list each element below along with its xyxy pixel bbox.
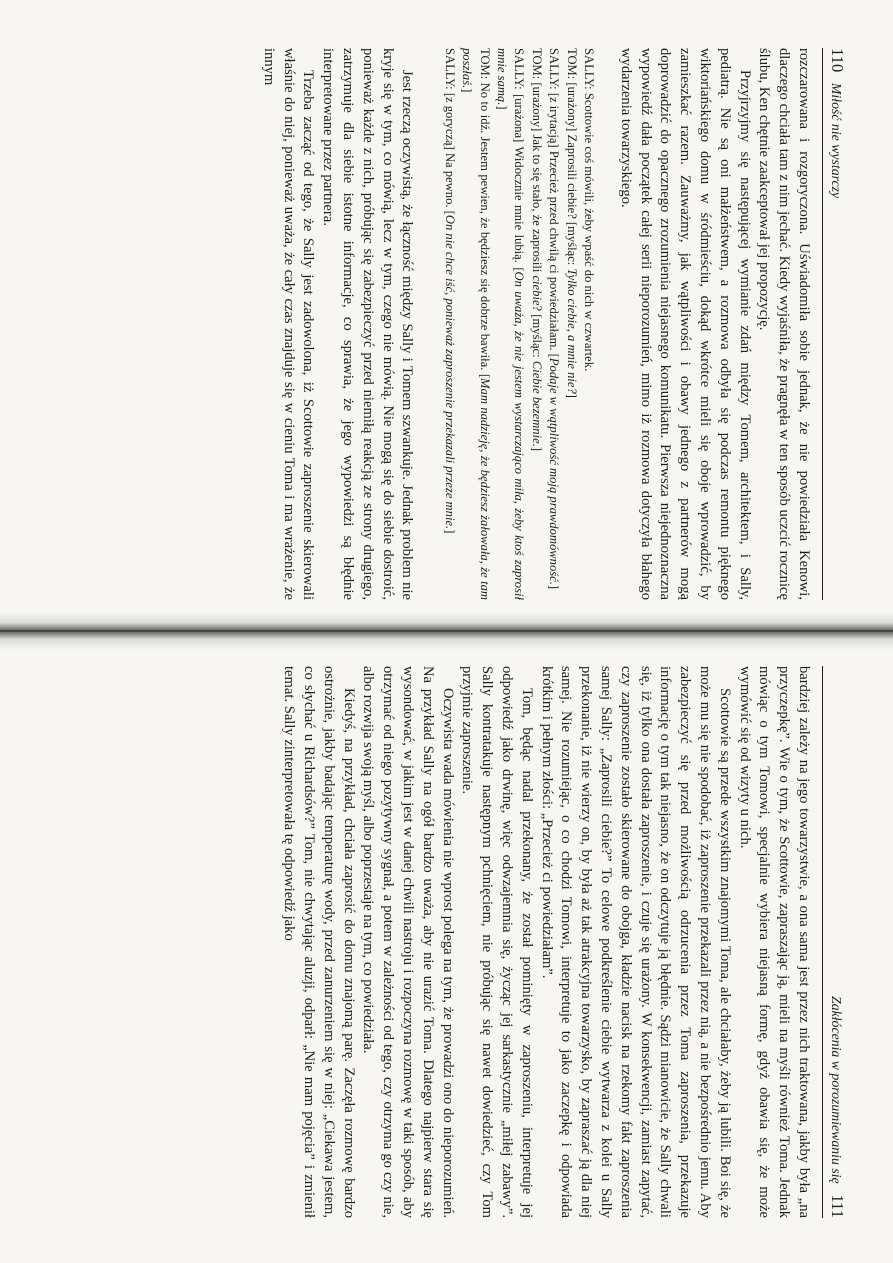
right-page-header (827, 666, 847, 1218)
dialogue-aside: Ciebie bezemnie. (529, 360, 544, 447)
dialogue-aside: On uważa, że nie jestem wystarczająco miła, żeby ktoś zaprosił mnie samą. (495, 48, 527, 600)
dialogue-bracket: ] (442, 529, 457, 534)
left-paragraph-4: Trzeba zacząć od tego, że Sally jest zadowolona, iż Scottowie zaproszenie skierowali właśnie do niej, ponieważ uważa, że cały czas znajduje się w cieniu Toma i ma wrażenie, że innym (260, 48, 317, 600)
dialogue-speaker: SALLY: (582, 48, 597, 90)
left-page-body (258, 48, 813, 600)
dialogue-line (458, 48, 493, 600)
right-paragraph-1: bardziej zależy na jego towarzystwie, a ona sama jest przez nich traktowana, jakby była „na przyczepkę”. Wie o tym, że Scottowie, zapraszając ją, mieli na myśli również Toma. Jednak mówiąc o tym Tomowi, specjalnie wybiera niejasną formę, gdyż obawia się, że może wymówić się od wizyty u nich. (736, 666, 812, 1218)
right-paragraph-2: Scottowie są przede wszystkim znajomymi Toma, ale chciałaby, żeby ją lubili. Boi się, że może mu się nie spodobać, iż zaproszenie przekazali przez nią, a nie bezpośrednio jemu. Aby zabezpieczyć się przed możliwością odrzucenia przez Toma zaproszenia, przekazuje informację o tym tak niejasno, że on odczytuje ją błędnie. Sądzi mianowicie, że Sally chwali się, iż tylko ona dostała zaproszenie, i czuje się urażony. W konsekwencji, zamiast zapytać, czy zaproszenie zostało skierowane do obojga, kładzie nacisk na rzekomy fakt zaproszenia samej Sally: „Zaprosili ciebie?” To celowe podkreślenie ciebie wytwarza z kolei u Sally przekonanie, iż nie wierzy on, by była aż tak atrakcyjna towarzysko, by zapraszać ją dla niej samej. Nie rozumiejąc, o co chodzi Tomowi, interpretuje to jako zaczepkę i odpowiada krótkim i pełnym złości: „Przecież ci powiedziałam”. (538, 666, 733, 1218)
left-header-rule (822, 48, 823, 600)
dialogue-aside: Mam nadzieję, że będziesz żałowała, że tam poszłaś. (460, 48, 492, 600)
right-page-body (278, 666, 813, 1218)
dialogue-line (562, 48, 579, 600)
dialogue-line (440, 48, 457, 600)
left-page-number: 110 (828, 48, 847, 73)
dialogue-bracket: ] (547, 584, 562, 590)
right-running-title: Zakłócenia w porozumiewaniu się (829, 996, 844, 1184)
right-page (0, 632, 893, 1263)
left-paragraph-1: rozczarowana i rozgoryczona. Uświadomiła sobie jednak, że nie powiedziała Kenowi, dlaczego chciała tam z nim jechać. Kiedy wyjaśniła, że pragnęła w ten sposób uczcić rocznicę ślubu, Ken chętnie zaakceptował jej propozycję. (756, 48, 812, 600)
dialogue-line (527, 48, 544, 600)
left-page (0, 0, 893, 631)
right-paragraph-4: Oczywista wada mówienia nie wprost polega na tym, że prowadzi ono do nieporozumień. Na przykład Sally na ogół bardzo uważa, aby nie urazić Toma. Dlatego najpierw stara się wysondować, w jakim jest w danej chwili nastroju i rozpoczyna rozmowę w taki sposób, aby otrzymać od niego pozytywny sygnał, a potem w zależności od tego, czy otrzyma go czy nie, albo rozwija swoją myśl, albo poprzestaje na tym, co powiedziała. (360, 666, 456, 1218)
dialogue-emphasis: ciebie (529, 275, 544, 306)
right-paragraph-5: Kiedyś, na przykład, chciała zaprosić do domu znajomą parę. Zaczęła rozmowę bardzo ostrożnie, jakby badając temperaturę wody, przed zanurzeniem się w niej: „Ciekawa jestem, co słychać u Richardsów?” Tom, nie chwytając aluzji, odparł: „Nie mam pojęcia” i zmienił temat. Sally zinterpretowała tę odpowiedź jako (281, 666, 357, 1218)
dialogue-aside: Podaje w wątpliwość moją prawdomówność. (547, 357, 562, 585)
left-paragraph-3: Jest rzeczą oczywistą, że łączność między Sally i Tomem szwankuje. Jednak problem nie kryje się w tym, co mówią, lecz w tym, czego nie mówią. Nie mogą się do siebie dostroić, ponieważ każde z nich, próbując się zabezpieczyć przed niemiłą reakcją ze strony drugiego, zatrzymuje dla siebie istotne informacje, co sprawia, że jego wypowiedzi są błędnie interpretowane przez partnera. (320, 48, 416, 600)
dialogue-bracket: ] (460, 88, 475, 93)
dialogue-speaker: SALLY: (512, 48, 527, 90)
dialogue-bracket: ] (495, 105, 509, 110)
left-page-header (827, 48, 847, 600)
dialogue-text: Scottowie coś mówili, żeby wpaść do nich w czwartek. (582, 92, 597, 372)
left-paragraph-2: Przyjrzyjmy się następującej wymianie zdań między Tomem, architektem, i Sally, pediatrą. Nie są oni małżeństwem, a rozmowa odbyła się podczas remontu pięknego wiktoriańskiego domu w śródmieściu, dokąd wkrótce mieli się oboje wprowadzić, by zamieszkać razem. Zauważmy, jak wątpliwości i obawy jednego z partnerów mogą doprowadzić do opacznego zrozumienia niejasnego komunikatu. Pierwsza niejednoznaczna wypowiedź dała początek całej serii nieporozumień, mimo iż rozmowa dotyczyła błahego wydarzenia towarzyskiego. (617, 48, 753, 600)
dialogue-speaker: TOM: (564, 48, 579, 80)
dialogue-bracket: ] (529, 446, 544, 452)
dialogue-line (493, 48, 528, 600)
right-paragraph-3: Tom, będąc nadal przekonany, że został pominięty w zaproszeniu, interpretuje jej odpowiedź jako drwinę, więc odwzajemnia się, życząc jej sarkastycznie „miłej zabawy”. Sally kontratakuje następnym pchnięciem, nie próbując się nawet dowiedzieć, czy Tom przyjmie zaproszenie. (459, 666, 535, 1218)
dialogue-text: [urażony] Zaprosili ciebie? [myśląc: (564, 82, 579, 269)
dialogue-text: [urażona] Widocznie mnie lubią. [ (512, 94, 527, 272)
dialogue-text: [z irytacją] Przecież przed chwilą ci powiedziałam. [ (547, 92, 562, 358)
left-running-title: Miłość nie wystarczy (829, 82, 844, 199)
dialogue-text: [urażony] Jak to się stało, że zaprosili (529, 82, 544, 276)
dialogue-aside: Tylko ciebie, a mnie nie? (564, 268, 579, 394)
right-header-rule (822, 666, 823, 1218)
dialogue-line (545, 48, 562, 600)
dialogue-line (580, 48, 597, 600)
dialogue-text: No to idź. Jestem pewien, że będziesz się dobrze bawiła. [ (477, 82, 492, 379)
dialogue-speaker: TOM: (477, 48, 492, 80)
dialogue-text: [z goryczą] Na pewno. [ (442, 92, 457, 215)
dialogue-text: ? [myśląc: (529, 305, 544, 361)
dialogue-speaker: SALLY: (547, 48, 562, 90)
right-page-number: 111 (828, 1194, 847, 1218)
dialogue-speaker: SALLY: (442, 48, 457, 90)
dialogue-aside: On nie chce iść, ponieważ zaproszenie przekazali przeze mnie. (442, 214, 457, 530)
dialogue-speaker: TOM: (529, 48, 544, 80)
dialogue-block (440, 48, 597, 600)
dialogue-bracket: ] (564, 393, 579, 398)
